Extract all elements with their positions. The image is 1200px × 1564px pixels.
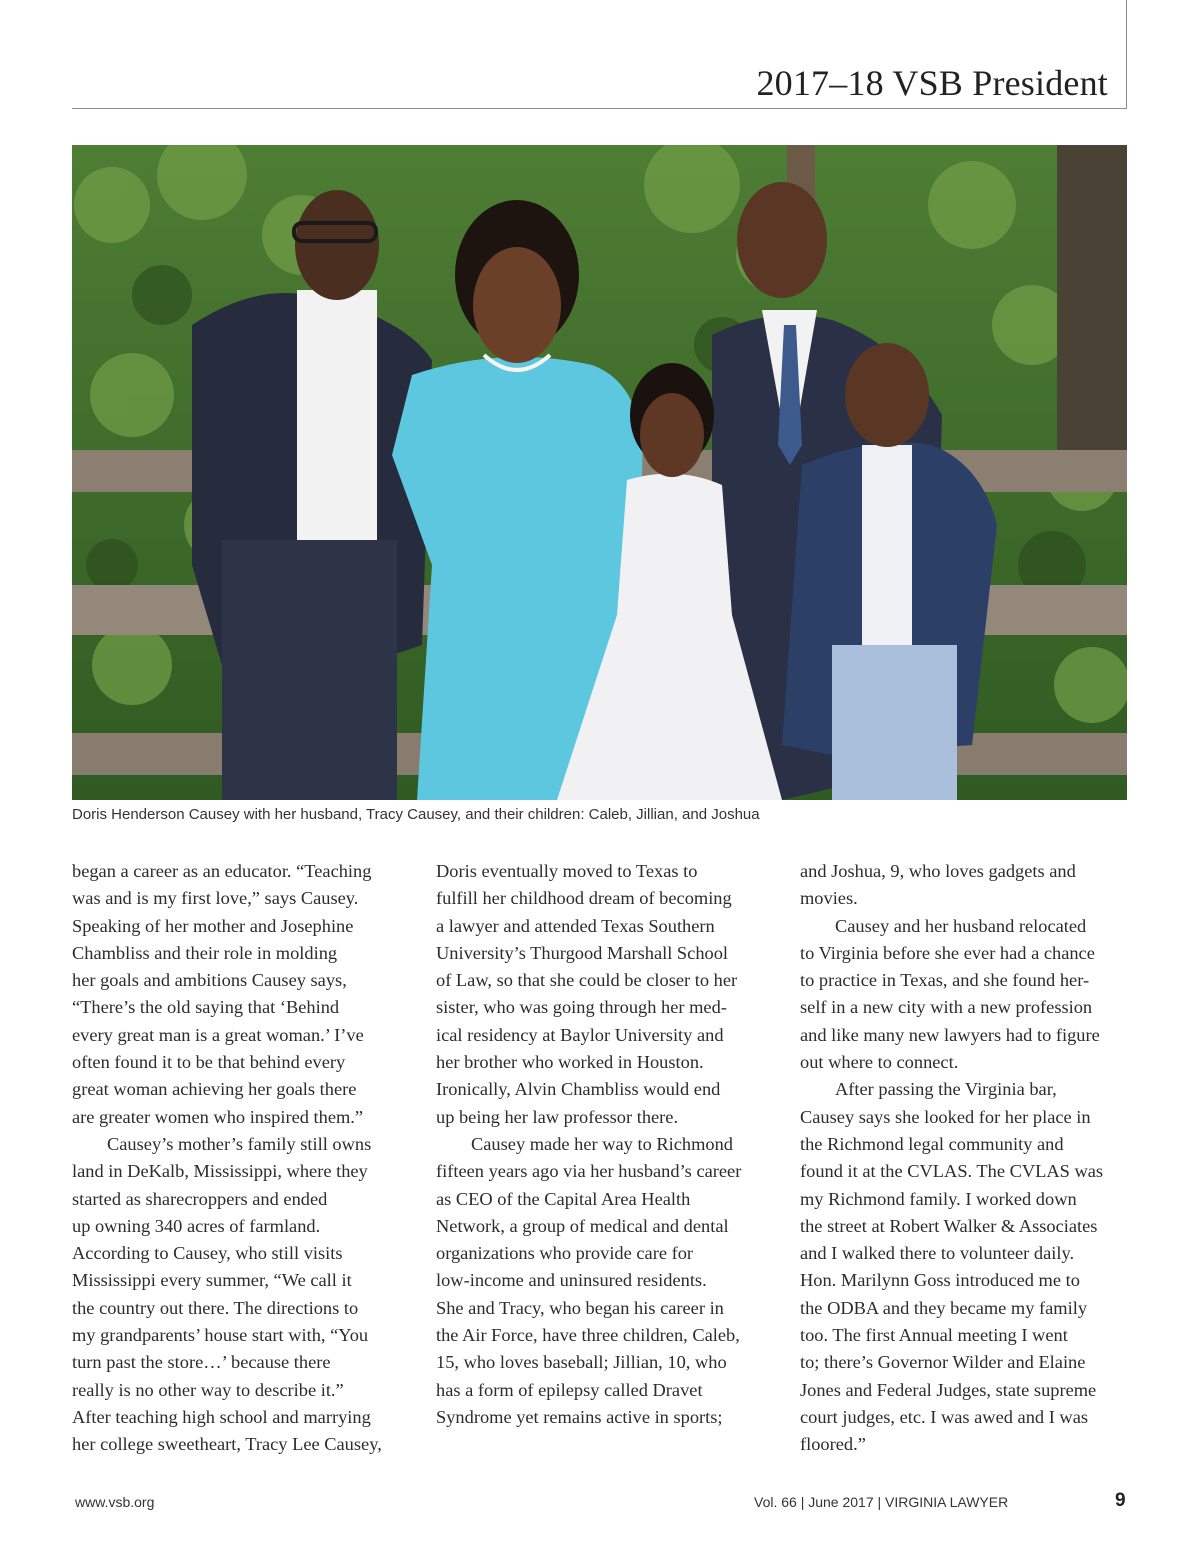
text-line: too. The first Annual meeting I went (800, 1325, 1068, 1346)
text-line: She and Tracy, who began his career in (436, 1297, 724, 1318)
text-line: self in a new city with a new profession (800, 997, 1093, 1018)
text-line: Doris eventually moved to Texas to (436, 861, 698, 881)
text-line: are greater women who inspired them.” (72, 1106, 364, 1127)
family-photo (72, 145, 1127, 800)
text-line: to Virginia before she ever had a chance (800, 942, 1095, 963)
text-line: my Richmond family. I worked down (800, 1188, 1077, 1209)
header-vertical-rule (1126, 0, 1127, 108)
text-line: court judges, etc. I was awed and I was (800, 1406, 1089, 1427)
text-line: up owning 340 acres of farmland. (72, 1215, 321, 1236)
text-line: her goals and ambitions Causey says, (72, 970, 347, 991)
header-horizontal-rule (72, 108, 1127, 109)
article-column-2 (436, 858, 768, 1431)
photo-caption: Doris Henderson Causey with her husband, Tracy Causey, and their children: Caleb, Jillian, and Joshua (72, 806, 760, 823)
text-line: up being her law professor there. (436, 1106, 679, 1127)
text-line: found it at the CVLAS. The CVLAS was (800, 1161, 1104, 1182)
text-line: After passing the Virginia bar, (835, 1079, 1057, 1100)
text-line: floored.” (800, 1434, 866, 1455)
text-line: her brother who worked in Houston. (436, 1052, 704, 1073)
text-line: Jones and Federal Judges, state supreme (800, 1379, 1097, 1400)
text-line: the Richmond legal community and (800, 1133, 1064, 1154)
text-line: According to Causey, who still visits (72, 1243, 343, 1264)
text-line: movies. (800, 888, 858, 909)
text-line: and like many new lawyers had to figure (800, 1024, 1100, 1045)
text-line: the Air Force, have three children, Caleb, (436, 1325, 740, 1346)
text-line: Hon. Marilynn Goss introduced me to (800, 1270, 1080, 1291)
text-line: and I walked there to volunteer daily. (800, 1243, 1075, 1264)
text-line: Syndrome yet remains active in sports; (436, 1406, 723, 1427)
text-line: of Law, so that she could be closer to her (436, 970, 738, 991)
text-line: Mississippi every summer, “We call it (72, 1270, 352, 1291)
text-line: “There’s the old saying that ‘Behind (72, 997, 340, 1018)
text-line: Causey and her husband relocated (835, 915, 1087, 936)
text-line: a lawyer and attended Texas Southern (436, 915, 715, 936)
text-line: to; there’s Governor Wilder and Elaine (800, 1352, 1086, 1373)
text-line: Ironically, Alvin Chambliss would end (436, 1079, 721, 1100)
text-line: the street at Robert Walker & Associates (800, 1215, 1098, 1236)
text-line: great woman achieving her goals there (72, 1079, 357, 1100)
article-column-3 (800, 858, 1132, 1459)
text-line: fifteen years ago via her husband’s career (436, 1161, 742, 1182)
text-line: as CEO of the Capital Area Health (436, 1188, 691, 1209)
text-line: Causey says she looked for her place in (800, 1106, 1091, 1127)
text-line: the country out there. The directions to (72, 1297, 359, 1318)
text-line: every great man is a great woman.’ I’ve (72, 1024, 364, 1045)
text-line: turn past the store…’ because there (72, 1352, 331, 1373)
text-line: Causey made her way to Richmond (471, 1133, 734, 1154)
text-line: low-income and uninsured residents. (436, 1270, 707, 1291)
text-line: Speaking of her mother and Josephine (72, 915, 354, 936)
text-line: began a career as an educator. “Teaching (72, 861, 372, 881)
text-line: fulfill her childhood dream of becoming (436, 888, 732, 909)
text-line: land in DeKalb, Mississippi, where they (72, 1161, 368, 1182)
text-line: After teaching high school and marrying (72, 1406, 371, 1427)
section-title: 2017–18 VSB President (756, 63, 1108, 103)
text-line: out where to connect. (800, 1052, 959, 1073)
text-line: organizations who provide care for (436, 1243, 694, 1264)
text-line: often found it to be that behind every (72, 1052, 346, 1073)
text-line: her college sweetheart, Tracy Lee Causey, (72, 1434, 382, 1455)
text-line: the ODBA and they became my family (800, 1297, 1088, 1318)
text-line: started as sharecroppers and ended (72, 1188, 328, 1209)
text-line: ical residency at Baylor University and (436, 1024, 724, 1045)
text-line: has a form of epilepsy called Dravet (436, 1379, 703, 1400)
text-line: 15, who loves baseball; Jillian, 10, who (436, 1352, 727, 1373)
text-line: University’s Thurgood Marshall School (436, 942, 729, 963)
text-line: my grandparents’ house start with, “You (72, 1325, 369, 1346)
text-line: and Joshua, 9, who loves gadgets and (800, 861, 1076, 881)
text-line: sister, who was going through her med- (436, 997, 727, 1018)
text-line: to practice in Texas, and she found her- (800, 970, 1090, 991)
text-line: Network, a group of medical and dental (436, 1215, 729, 1236)
text-line: really is no other way to describe it.” (72, 1379, 344, 1400)
article-column-1 (72, 858, 404, 1459)
text-line: Chambliss and their role in molding (72, 942, 338, 963)
footer-issue-info: Vol. 66 | June 2017 | VIRGINIA LAWYER (754, 1494, 1009, 1510)
footer-website[interactable]: www.vsb.org (75, 1494, 155, 1510)
text-line: Causey’s mother’s family still owns (107, 1133, 372, 1154)
text-line: was and is my first love,” says Causey. (72, 888, 359, 909)
page-number: 9 (1115, 1490, 1126, 1511)
